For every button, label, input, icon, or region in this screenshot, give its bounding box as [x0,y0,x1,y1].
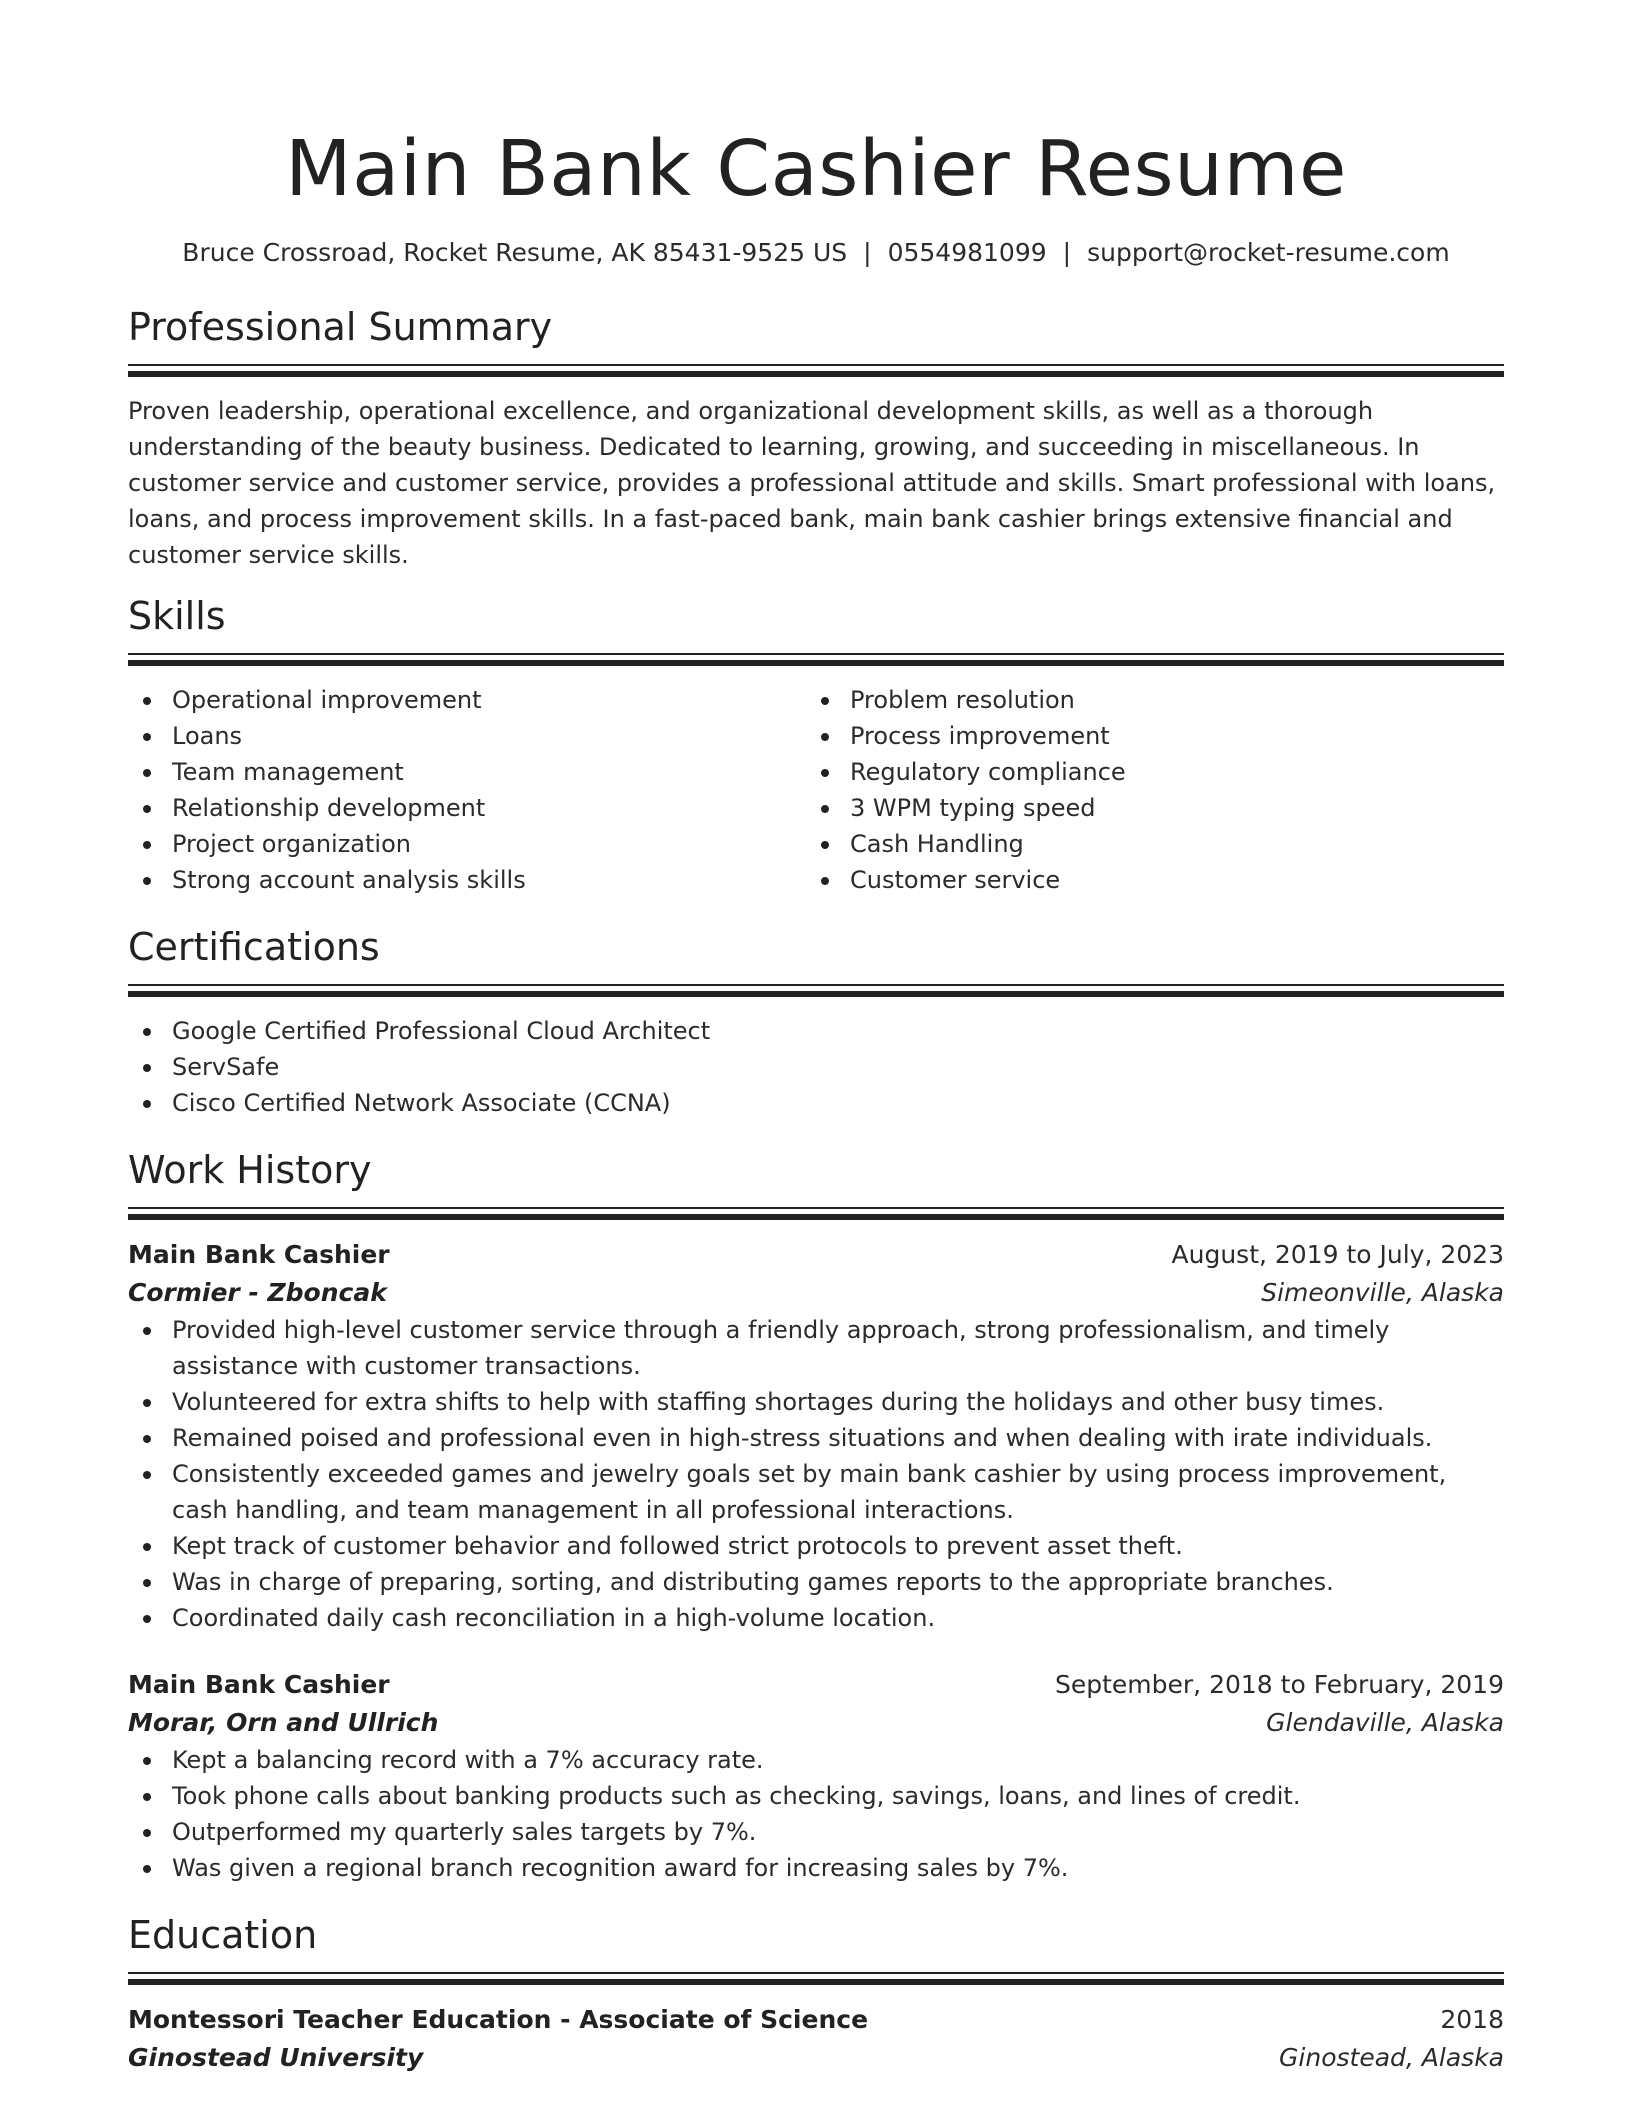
skill-item: Project organization [128,826,806,862]
education-school: Ginostead University [128,2043,424,2072]
skill-item: Problem resolution [806,682,1484,718]
job-duty-item: Volunteered for extra shifts to help with staffing shortages during the holidays and other busy times. [128,1384,1504,1420]
education-degree: Montessori Teacher Education - Associate of Science [128,2005,869,2034]
contact-separator: | [1062,238,1072,267]
job-company: Cormier - Zboncak [128,1278,387,1307]
job-entry [128,1666,1504,1886]
work-history-section [128,1145,1504,1886]
job-duty-item: Outperformed my quarterly sales targets by 7%. [128,1814,1504,1850]
section-divider [128,984,1504,997]
skill-item: Regulatory compliance [806,754,1484,790]
summary-text: Proven leadership, operational excellence, and organizational development skills, as well as a thorough understanding of the beauty business. Dedicated to learning, growing, and succeeding in miscellaneous. In customer service and customer service, provides a professional attitude and skills. Smart professional with loans, loans, and process improvement skills. In a fast-paced bank, main bank cashier brings extensive financial and customer service skills. [128,397,1496,569]
contact-email[interactable]: support@rocket-resume.com [1087,238,1450,267]
section-divider [128,1972,1504,1985]
contact-address: Bruce Crossroad, Rocket Resume, AK 85431-9525 US [182,238,848,267]
skill-item: Customer service [806,862,1484,898]
contact-separator: | [863,238,872,267]
section-heading-summary: Professional Summary [128,305,553,349]
section-divider [128,653,1504,666]
job-duty-item: Kept a balancing record with a 7% accuracy rate. [128,1742,1504,1778]
skill-item: Relationship development [128,790,806,826]
job-title: Main Bank Cashier [128,1240,390,1269]
job-entry [128,1236,1504,1636]
contact-phone: 0554981099 [887,238,1047,267]
job-title: Main Bank Cashier [128,1670,390,1699]
job-duties-list [128,1742,1504,1886]
job-duty-item: Coordinated daily cash reconciliation in a high-volume location. [128,1600,1504,1636]
job-company: Morar, Orn and Ullrich [128,1708,439,1737]
skills-section [128,591,1504,898]
certifications-section [128,922,1504,1121]
certification-item: Cisco Certified Network Associate (CCNA) [128,1085,1504,1121]
job-duty-item: Remained poised and professional even in high-stress situations and when dealing with irate individuals. [128,1420,1504,1456]
certification-item: ServSafe [128,1049,1504,1085]
skill-item: Cash Handling [806,826,1484,862]
section-divider [128,1207,1504,1220]
section-divider [128,364,1504,377]
skills-grid [128,682,1504,898]
job-duty-item: Took phone calls about banking products such as checking, savings, loans, and lines of credit. [128,1778,1504,1814]
resume-page [128,0,1504,2077]
education-location: Ginostead, Alaska [1279,2043,1504,2072]
section-heading-skills: Skills [128,594,226,638]
education-year: 2018 [1440,2005,1504,2034]
section-heading-work-history: Work History [128,1148,372,1192]
summary-section [128,302,1504,573]
skill-item: Strong account analysis skills [128,862,806,898]
job-location: Glendaville, Alaska [1266,1708,1504,1737]
job-location: Simeonville, Alaska [1261,1278,1504,1307]
job-duty-item: Was given a regional branch recognition award for increasing sales by 7%. [128,1850,1504,1886]
page-title: Main Bank Cashier Resume [285,125,1347,214]
job-duty-item: Consistently exceeded games and jewelry goals set by main bank cashier by using process improvement, cash handling, and team management in all professional interactions. [128,1456,1504,1528]
skill-item: Operational improvement [128,682,806,718]
job-duties-list [128,1312,1504,1636]
skill-item: Team management [128,754,806,790]
skills-column-left [128,682,806,898]
job-duty-item: Kept track of customer behavior and followed strict protocols to prevent asset theft. [128,1528,1504,1564]
section-heading-certifications: Certifications [128,925,380,969]
skill-item: 3 WPM typing speed [806,790,1484,826]
section-heading-education: Education [128,1913,318,1957]
job-dates: September, 2018 to February, 2019 [1055,1670,1504,1699]
skills-column-right [806,682,1484,898]
job-duty-item: Was in charge of preparing, sorting, and distributing games reports to the appropriate branches. [128,1564,1504,1600]
certifications-list [128,1013,1504,1121]
certification-item: Google Certified Professional Cloud Architect [128,1013,1504,1049]
skill-item: Loans [128,718,806,754]
education-section [128,1910,1504,2077]
contact-line [128,236,1504,270]
skill-item: Process improvement [806,718,1484,754]
job-dates: August, 2019 to July, 2023 [1171,1240,1504,1269]
job-duty-item: Provided high-level customer service through a friendly approach, strong professionalism, and timely assistance with customer transactions. [128,1312,1504,1384]
